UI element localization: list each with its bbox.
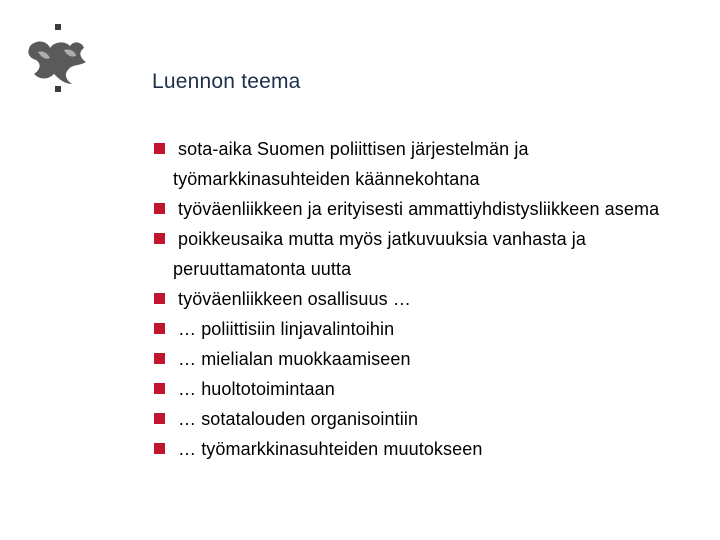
bullet-text: poikkeusaika mutta myös jatkuvuuksia vanhasta ja peruuttamatonta uutta	[173, 229, 587, 279]
bullet-item	[152, 404, 692, 434]
bullet-text: … sotatalouden organisointiin	[178, 409, 419, 429]
bullet-text: työväenliikkeen ja erityisesti ammattiyhdistysliikkeen asema	[178, 199, 660, 219]
bullet-square-icon	[154, 203, 165, 214]
bullet-square-icon	[154, 323, 165, 334]
bullet-item	[152, 344, 692, 374]
slide-title: Luennon teema	[152, 70, 301, 93]
bullet-square-icon	[154, 443, 165, 454]
bullet-square-icon	[154, 233, 165, 244]
bullet-item	[152, 194, 692, 224]
bullet-item	[152, 224, 692, 284]
bullet-square-icon	[154, 353, 165, 364]
bullet-list	[152, 134, 692, 464]
bullet-square-icon	[154, 383, 165, 394]
bullet-square-icon	[154, 143, 165, 154]
bullet-text: työväenliikkeen osallisuus …	[178, 289, 411, 309]
bullet-item	[152, 374, 692, 404]
bullet-square-icon	[154, 293, 165, 304]
bullet-item	[152, 434, 692, 464]
bullet-text: … työmarkkinasuhteiden muutokseen	[178, 439, 483, 459]
bullet-square-icon	[154, 413, 165, 424]
university-logo-icon	[20, 22, 92, 98]
bullet-text: … poliittisiin linjavalintoihin	[178, 319, 395, 339]
bullet-text: … huoltotoimintaan	[178, 379, 335, 399]
bullet-text: … mielialan muokkaamiseen	[178, 349, 411, 369]
bullet-item	[152, 284, 692, 314]
bullet-item	[152, 314, 692, 344]
bullet-item	[152, 134, 692, 194]
bullet-text: sota-aika Suomen poliittisen järjestelmän ja työmarkkinasuhteiden käännekohtana	[173, 139, 529, 189]
